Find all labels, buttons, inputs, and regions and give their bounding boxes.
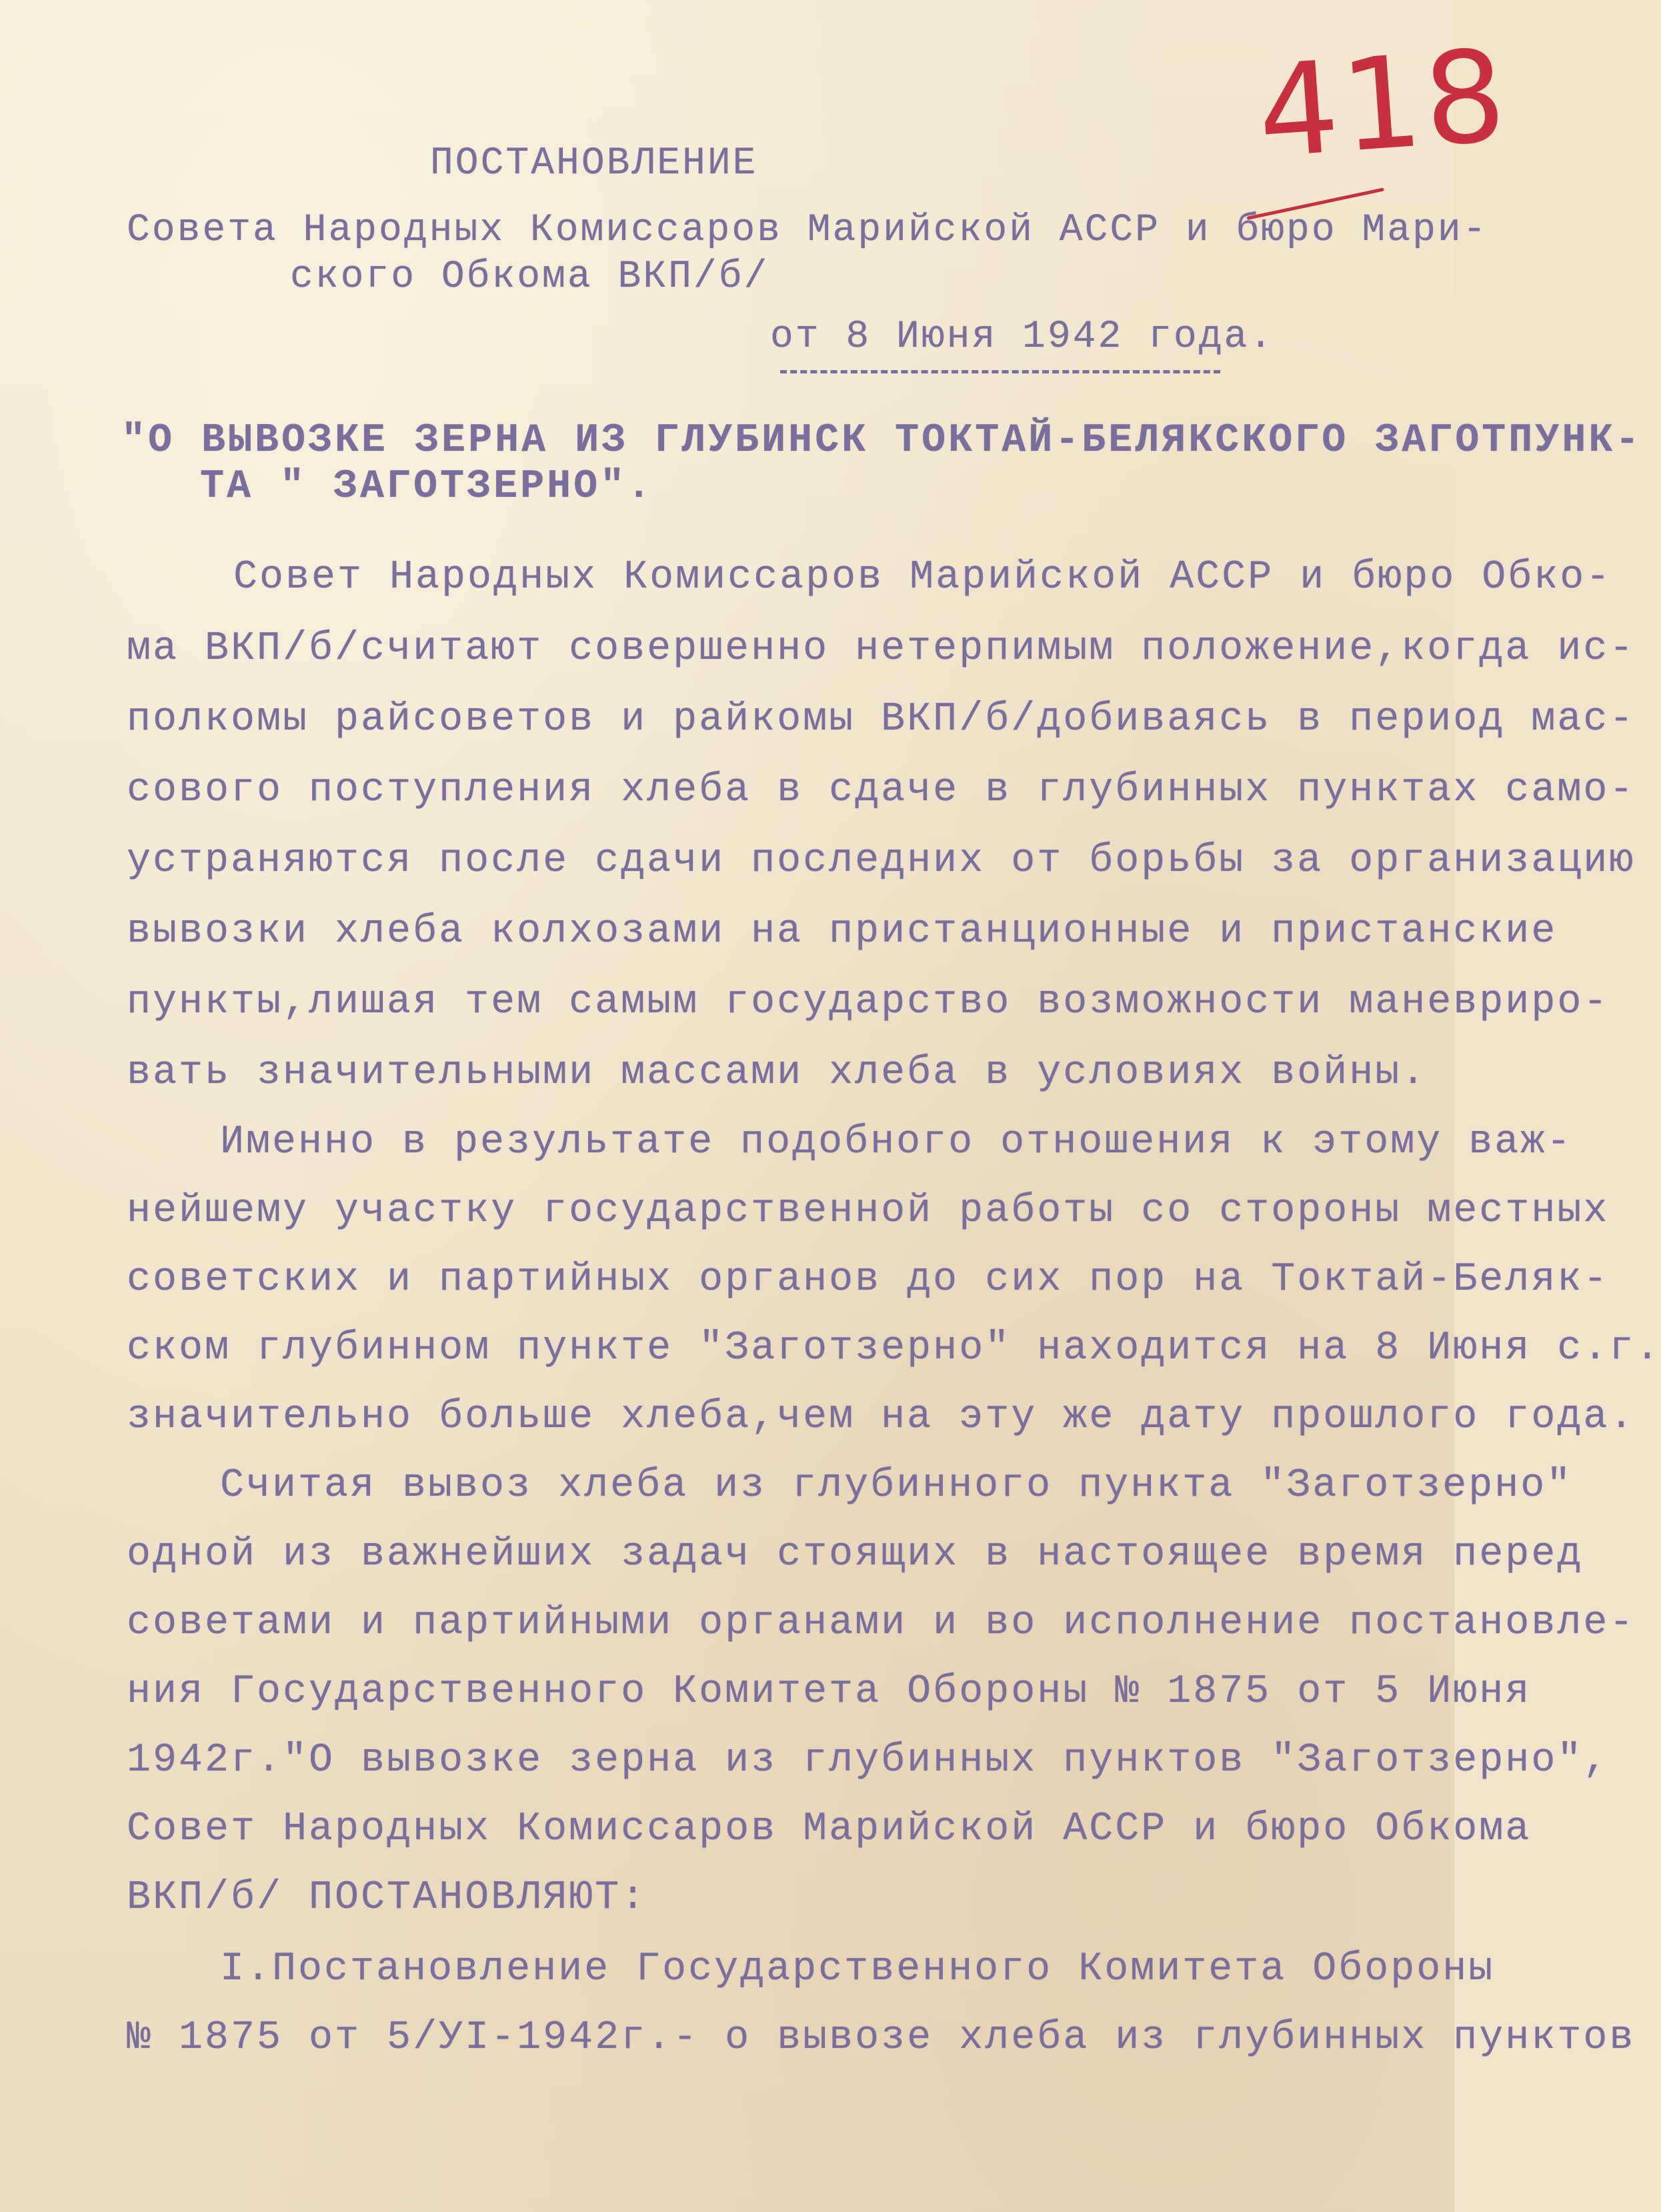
- body-line: устраняются после сдачи последних от борьбы за организацию: [127, 838, 1636, 884]
- body-line: вать значительными массами хлеба в условиях войны.: [127, 1050, 1428, 1096]
- body-line: Именно в результате подобного отношения к этому важ-: [220, 1120, 1573, 1165]
- subject-line-2: ТА " ЗАГОТЗЕРНО".: [200, 464, 654, 509]
- body-line: полкомы райсоветов и райкомы ВКП/б/добиваясь в период мас-: [127, 697, 1636, 742]
- date-underline: [780, 370, 1220, 373]
- body-line: вывозки хлеба колхозами на пристанционные и пристанские: [127, 909, 1558, 954]
- resolution-item-1: I.Постановление Государственного Комитета Обороны: [220, 1947, 1495, 1992]
- body-line: советских и партийных органов до сих пор на Токтай-Беляк-: [127, 1257, 1610, 1302]
- body-line: Совет Народных Комиссаров Марийской АССР и бюро Обко-: [233, 555, 1612, 600]
- subject-line-1: "О ВЫВОЗКЕ ЗЕРНА ИЗ ГЛУБИНСК ТОКТАЙ-БЕЛЯКСКОГО ЗАГОТПУНК-: [121, 418, 1642, 463]
- body-line: советами и партийными органами и во исполнение постановле-: [127, 1600, 1636, 1646]
- body-line: нейшему участку государственной работы со стороны местных: [127, 1188, 1610, 1234]
- document-title: ПОСТАНОВЛЕНИЕ: [430, 142, 758, 185]
- body-line: ма ВКП/б/считают совершенно нетерпимым положение,когда ис-: [127, 626, 1636, 672]
- issuer-line-2: ского Обкома ВКП/б/: [290, 255, 769, 299]
- body-line: одной из важнейших задач стоящих в настоящее время перед: [127, 1532, 1584, 1577]
- resolution-item-1-continued: № 1875 от 5/УI-1942г.- о вывозе хлеба из глубинных пунктов: [127, 2015, 1636, 2061]
- body-line: Совет Народных Комиссаров Марийской АССР и бюро Обкома: [127, 1807, 1532, 1852]
- issuer-line-1: Совета Народных Комиссаров Марийской АССР и бюро Мари-: [127, 209, 1488, 252]
- body-line: Считая вывоз хлеба из глубинного пункта "Заготзерно": [220, 1463, 1573, 1508]
- document-date: от 8 Июня 1942 года.: [770, 315, 1275, 359]
- body-line: ском глубинном пункте "Заготзерно" находится на 8 Июня с.г.: [127, 1326, 1661, 1371]
- body-line: пункты,лишая тем самым государство возможности маневриро-: [127, 980, 1610, 1025]
- body-line: ния Государственного Комитета Обороны № 1875 от 5 Июня: [127, 1669, 1532, 1715]
- body-line: 1942г."О вывозке зерна из глубинных пунктов "Заготзерно",: [127, 1738, 1610, 1783]
- archive-page-number: 418: [1253, 21, 1513, 187]
- body-line: сового поступления хлеба в сдаче в глубинных пунктах само-: [127, 768, 1636, 813]
- resolution-clause: ВКП/б/ ПОСТАНОВЛЯЮТ:: [127, 1875, 647, 1921]
- body-line: значительно больше хлеба,чем на эту же дату прошлого года.: [127, 1394, 1636, 1440]
